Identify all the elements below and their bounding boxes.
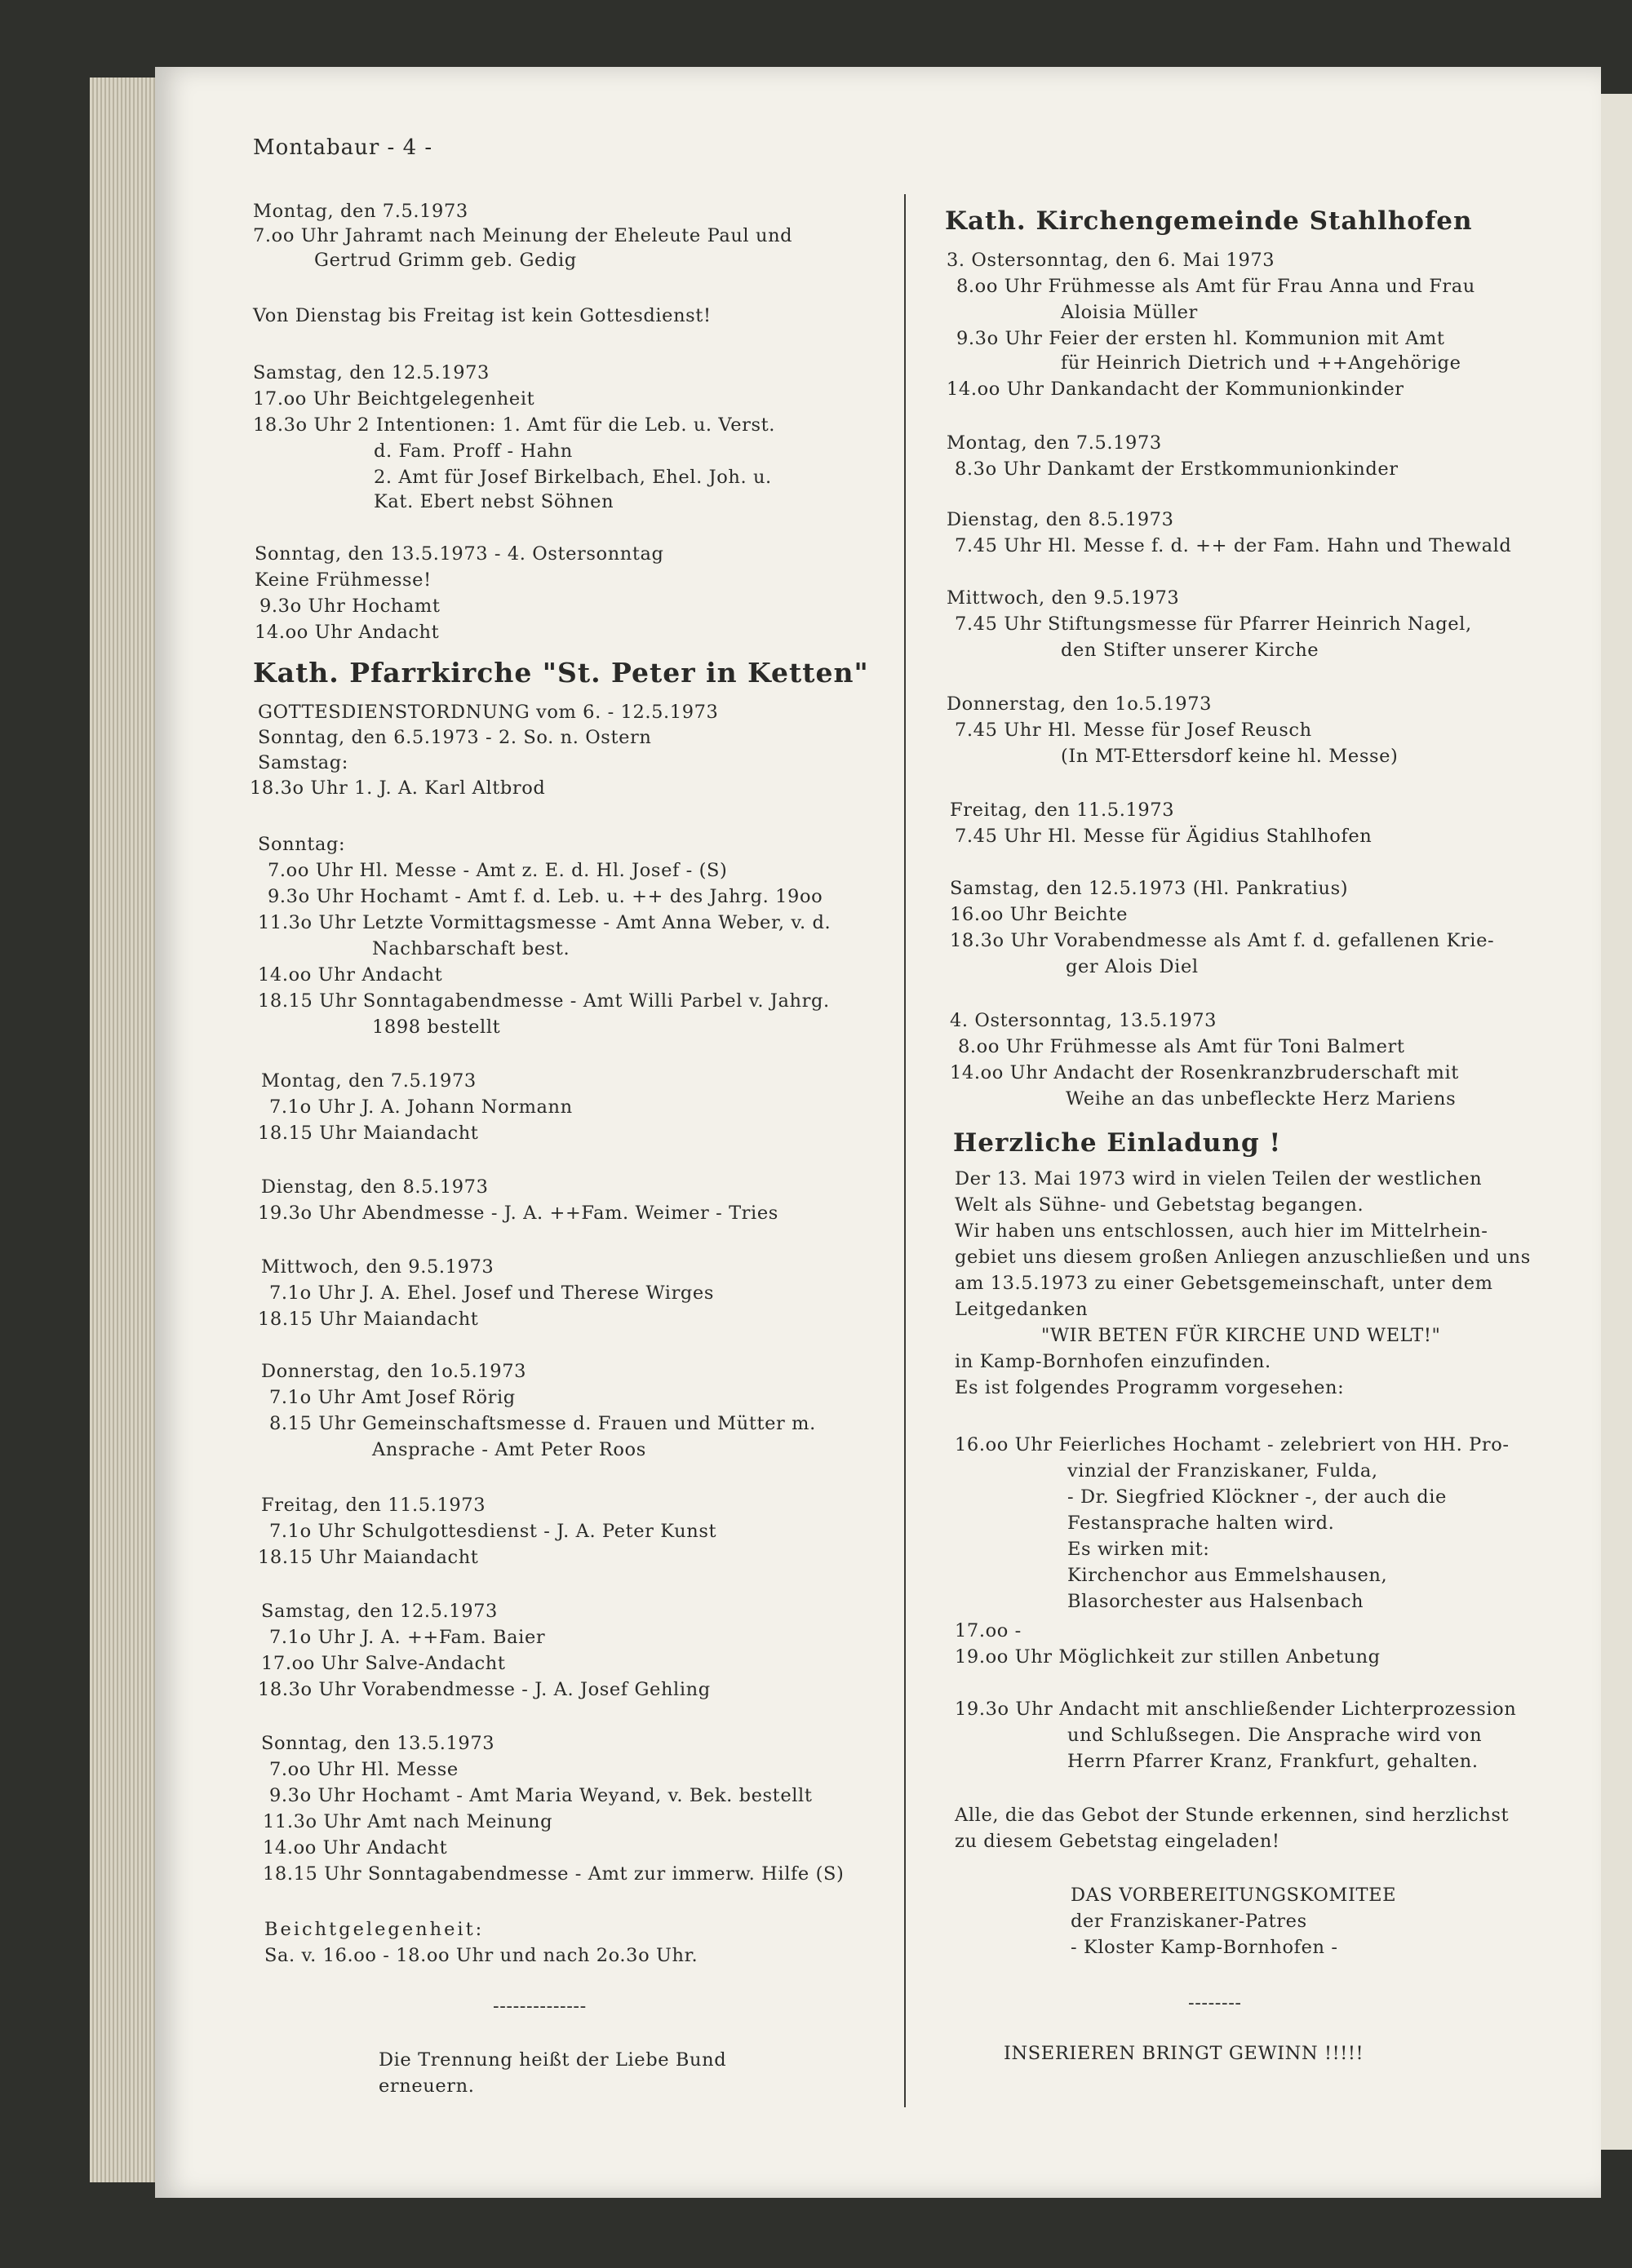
text-line: 1898 bestellt bbox=[372, 1017, 501, 1038]
text-line: Keine Frühmesse! bbox=[255, 569, 432, 591]
text-line: 14.oo Uhr Andacht bbox=[258, 964, 443, 986]
text-line: - Dr. Siegfried Klöckner -, der auch die bbox=[1067, 1486, 1447, 1508]
text-line: 18.15 Uhr Maiandacht bbox=[258, 1547, 479, 1568]
text-line: Montag, den 7.5.1973 bbox=[947, 432, 1162, 454]
text-line: Mittwoch, den 9.5.1973 bbox=[261, 1256, 494, 1278]
text-line: Samstag, den 12.5.1973 bbox=[261, 1601, 498, 1622]
text-line: am 13.5.1973 zu einer Gebetsgemeinschaft, unter dem bbox=[955, 1273, 1493, 1294]
text-line: 11.3o Uhr Amt nach Meinung bbox=[263, 1811, 553, 1832]
text-line: 18.3o Uhr Vorabendmesse als Amt f. d. gefallenen Krie- bbox=[950, 930, 1495, 951]
text-line: 7.1o Uhr Amt Josef Rörig bbox=[269, 1387, 516, 1408]
closing-motto-line: erneuern. bbox=[379, 2075, 475, 2097]
page-header: Montabaur - 4 - bbox=[253, 135, 433, 160]
text-line: Samstag, den 12.5.1973 (Hl. Pankratius) bbox=[950, 878, 1349, 899]
section-heading-st-peter: Kath. Pfarrkirche "St. Peter in Ketten" bbox=[253, 657, 869, 689]
section-heading-einladung: Herzliche Einladung ! bbox=[953, 1128, 1282, 1158]
text-line: Sonntag, den 6.5.1973 - 2. So. n. Ostern bbox=[258, 727, 652, 748]
text-line: Es wirken mit: bbox=[1067, 1539, 1210, 1560]
text-line: Samstag: bbox=[258, 752, 348, 773]
signature-line: DAS VORBEREITUNGSKOMITEE bbox=[1071, 1885, 1397, 1906]
text-line: Samstag, den 12.5.1973 bbox=[253, 362, 490, 383]
text-line: 14.oo Uhr Dankandacht der Kommunionkinder bbox=[947, 379, 1404, 400]
text-line: 18.15 Uhr Sonntagabendmesse - Amt zur immerw. Hilfe (S) bbox=[263, 1863, 845, 1885]
text-line: 18.15 Uhr Sonntagabendmesse - Amt Willi Parbel v. Jahrg. bbox=[258, 990, 830, 1012]
text-line: Von Dienstag bis Freitag ist kein Gottesdienst! bbox=[253, 305, 712, 326]
text-line: Freitag, den 11.5.1973 bbox=[261, 1495, 486, 1516]
text-line: 8.3o Uhr Dankamt der Erstkommunionkinder bbox=[955, 458, 1399, 480]
text-line: 7.oo Uhr Hl. Messe - Amt z. E. d. Hl. Josef - (S) bbox=[268, 860, 728, 881]
text-line: für Heinrich Dietrich und ++Angehörige bbox=[1061, 352, 1461, 374]
text-line: Sonntag, den 13.5.1973 - 4. Ostersonntag bbox=[255, 543, 664, 565]
text-line: Herrn Pfarrer Kranz, Frankfurt, gehalten. bbox=[1067, 1751, 1479, 1772]
text-line: GOTTESDIENSTORDNUNG vom 6. - 12.5.1973 bbox=[258, 702, 719, 723]
text-line: 7.45 Uhr Hl. Messe für Josef Reusch bbox=[955, 720, 1312, 741]
text-line: Freitag, den 11.5.1973 bbox=[950, 800, 1175, 821]
text-line: d. Fam. Proff - Hahn bbox=[374, 441, 573, 462]
text-line: Dienstag, den 8.5.1973 bbox=[947, 509, 1174, 530]
text-line: 19.3o Uhr Andacht mit anschließender Lichterprozession bbox=[955, 1699, 1517, 1720]
text-line: ger Alois Diel bbox=[1066, 956, 1199, 977]
text-line: zu diesem Gebetstag eingeladen! bbox=[955, 1831, 1280, 1852]
text-line: Donnerstag, den 1o.5.1973 bbox=[947, 693, 1213, 715]
text-line: "WIR BETEN FÜR KIRCHE UND WELT!" bbox=[1041, 1325, 1441, 1346]
text-line: Dienstag, den 8.5.1973 bbox=[261, 1176, 489, 1198]
text-line: Gertrud Grimm geb. Gedig bbox=[314, 250, 577, 271]
text-line: 17.oo - bbox=[955, 1620, 1022, 1641]
text-line: Festansprache halten wird. bbox=[1067, 1513, 1335, 1534]
text-line: Aloisia Müller bbox=[1061, 302, 1198, 323]
signature-line: der Franziskaner-Patres bbox=[1071, 1911, 1307, 1932]
text-line: Mittwoch, den 9.5.1973 bbox=[947, 587, 1180, 609]
text-line: 8.oo Uhr Frühmesse als Amt für Toni Balmert bbox=[958, 1036, 1405, 1057]
text-line: Weihe an das unbefleckte Herz Mariens bbox=[1066, 1088, 1457, 1110]
text-line: 18.15 Uhr Maiandacht bbox=[258, 1123, 479, 1144]
text-line: Sonntag: bbox=[258, 834, 346, 855]
text-line: 9.3o Uhr Hochamt - Amt f. d. Leb. u. ++ des Jahrg. 19oo bbox=[268, 886, 823, 907]
text-line: Es ist folgendes Programm vorgesehen: bbox=[955, 1377, 1345, 1398]
text-line: 8.15 Uhr Gemeinschaftsmesse d. Frauen und Mütter m. bbox=[269, 1413, 816, 1434]
text-line: Kirchenchor aus Emmelshausen, bbox=[1067, 1565, 1388, 1586]
text-line: Der 13. Mai 1973 wird in vielen Teilen der westlichen bbox=[955, 1168, 1483, 1189]
text-line: und Schlußsegen. Die Ansprache wird von bbox=[1067, 1725, 1483, 1746]
text-line: Sa. v. 16.oo - 18.oo Uhr und nach 2o.3o Uhr. bbox=[264, 1945, 698, 1966]
text-line: Leitgedanken bbox=[955, 1299, 1089, 1320]
text-line: den Stifter unserer Kirche bbox=[1061, 640, 1319, 661]
text-line: 14.oo Uhr Andacht bbox=[255, 622, 440, 643]
text-line: (In MT-Ettersdorf keine hl. Messe) bbox=[1061, 746, 1399, 767]
text-line: Wir haben uns entschlossen, auch hier im Mittelrhein- bbox=[955, 1220, 1488, 1242]
text-line: Blasorchester aus Halsenbach bbox=[1067, 1591, 1364, 1612]
text-line: 16.oo Uhr Beichte bbox=[950, 904, 1129, 925]
text-line: 9.3o Uhr Feier der ersten hl. Kommunion mit Amt bbox=[956, 328, 1445, 349]
text-line: Ansprache - Amt Peter Roos bbox=[372, 1439, 646, 1460]
text-line: 18.15 Uhr Maiandacht bbox=[258, 1309, 479, 1330]
text-line: Sonntag, den 13.5.1973 bbox=[261, 1733, 495, 1754]
separator-dashes: -------------- bbox=[493, 1996, 587, 2017]
text-line: Kat. Ebert nebst Söhnen bbox=[374, 491, 614, 512]
text-line: Alle, die das Gebot der Stunde erkennen, sind herzlichst bbox=[955, 1805, 1510, 1826]
text-line: 7.oo Uhr Jahramt nach Meinung der Eheleute Paul und bbox=[253, 225, 793, 246]
text-line: 3. Ostersonntag, den 6. Mai 1973 bbox=[947, 250, 1275, 271]
text-line: 2. Amt für Josef Birkelbach, Ehel. Joh. u. bbox=[374, 467, 772, 488]
text-line: 7.oo Uhr Hl. Messe bbox=[269, 1759, 459, 1780]
text-line: vinzial der Franziskaner, Fulda, bbox=[1067, 1460, 1378, 1482]
text-line: Donnerstag, den 1o.5.1973 bbox=[261, 1361, 527, 1382]
text-line: 17.oo Uhr Beichtgelegenheit bbox=[253, 388, 535, 410]
text-line: 18.3o Uhr 1. J. A. Karl Altbrod bbox=[250, 777, 546, 799]
text-line: in Kamp-Bornhofen einzufinden. bbox=[955, 1351, 1271, 1372]
text-line: 8.oo Uhr Frühmesse als Amt für Frau Anna und Frau bbox=[956, 276, 1475, 297]
footer-slogan: INSERIEREN BRINGT GEWINN !!!!! bbox=[1004, 2043, 1364, 2064]
closing-motto-line: Die Trennung heißt der Liebe Bund bbox=[379, 2049, 727, 2071]
column-divider bbox=[904, 194, 906, 2107]
text-line: 7.1o Uhr J. A. Johann Normann bbox=[269, 1096, 573, 1118]
text-line: 16.oo Uhr Feierliches Hochamt - zelebriert von HH. Pro- bbox=[955, 1434, 1510, 1455]
text-line: 9.3o Uhr Hochamt - Amt Maria Weyand, v. Bek. bestellt bbox=[269, 1785, 813, 1806]
text-line: 7.1o Uhr Schulgottesdienst - J. A. Peter Kunst bbox=[269, 1521, 717, 1542]
text-line: 18.3o Uhr 2 Intentionen: 1. Amt für die Leb. u. Verst. bbox=[253, 414, 776, 436]
text-line: 7.45 Uhr Hl. Messe für Ägidius Stahlhofen bbox=[955, 826, 1373, 847]
text-line: Montag, den 7.5.1973 bbox=[261, 1070, 477, 1092]
text-line: 9.3o Uhr Hochamt bbox=[259, 596, 441, 617]
text-line: 19.oo Uhr Möglichkeit zur stillen Anbetung bbox=[955, 1646, 1381, 1668]
text-line: 18.3o Uhr Vorabendmesse - J. A. Josef Gehling bbox=[258, 1679, 711, 1700]
signature-line: - Kloster Kamp-Bornhofen - bbox=[1071, 1937, 1338, 1958]
text-line: 19.3o Uhr Abendmesse - J. A. ++Fam. Weimer - Tries bbox=[258, 1203, 778, 1224]
separator-dashes: -------- bbox=[1188, 1992, 1242, 2013]
text-line: 7.1o Uhr J. A. Ehel. Josef und Therese Wirges bbox=[269, 1282, 714, 1304]
text-line: 4. Ostersonntag, 13.5.1973 bbox=[950, 1010, 1217, 1031]
text-line: Montag, den 7.5.1973 bbox=[253, 201, 468, 222]
text-line: 14.oo Uhr Andacht der Rosenkranzbruderschaft mit bbox=[950, 1062, 1459, 1083]
text-line: 17.oo Uhr Salve-Andacht bbox=[261, 1653, 506, 1674]
text-line: 11.3o Uhr Letzte Vormittagsmesse - Amt Anna Weber, v. d. bbox=[258, 912, 832, 933]
text-line: Beichtgelegenheit: bbox=[264, 1919, 485, 1940]
text-line: 14.oo Uhr Andacht bbox=[263, 1837, 448, 1858]
facing-page-edge bbox=[1601, 94, 1632, 2150]
text-line: 7.45 Uhr Stiftungsmesse für Pfarrer Heinrich Nagel, bbox=[955, 614, 1472, 635]
text-line: gebiet uns diesem großen Anliegen anzuschließen und uns bbox=[955, 1247, 1531, 1268]
text-line: Welt als Sühne- und Gebetstag begangen. bbox=[955, 1194, 1364, 1216]
text-line: Nachbarschaft best. bbox=[372, 938, 570, 959]
text-line: 7.1o Uhr J. A. ++Fam. Baier bbox=[269, 1627, 546, 1648]
section-heading-stahlhofen: Kath. Kirchengemeinde Stahlhofen bbox=[945, 206, 1473, 236]
text-line: 7.45 Uhr Hl. Messe f. d. ++ der Fam. Hahn und Thewald bbox=[955, 535, 1512, 556]
